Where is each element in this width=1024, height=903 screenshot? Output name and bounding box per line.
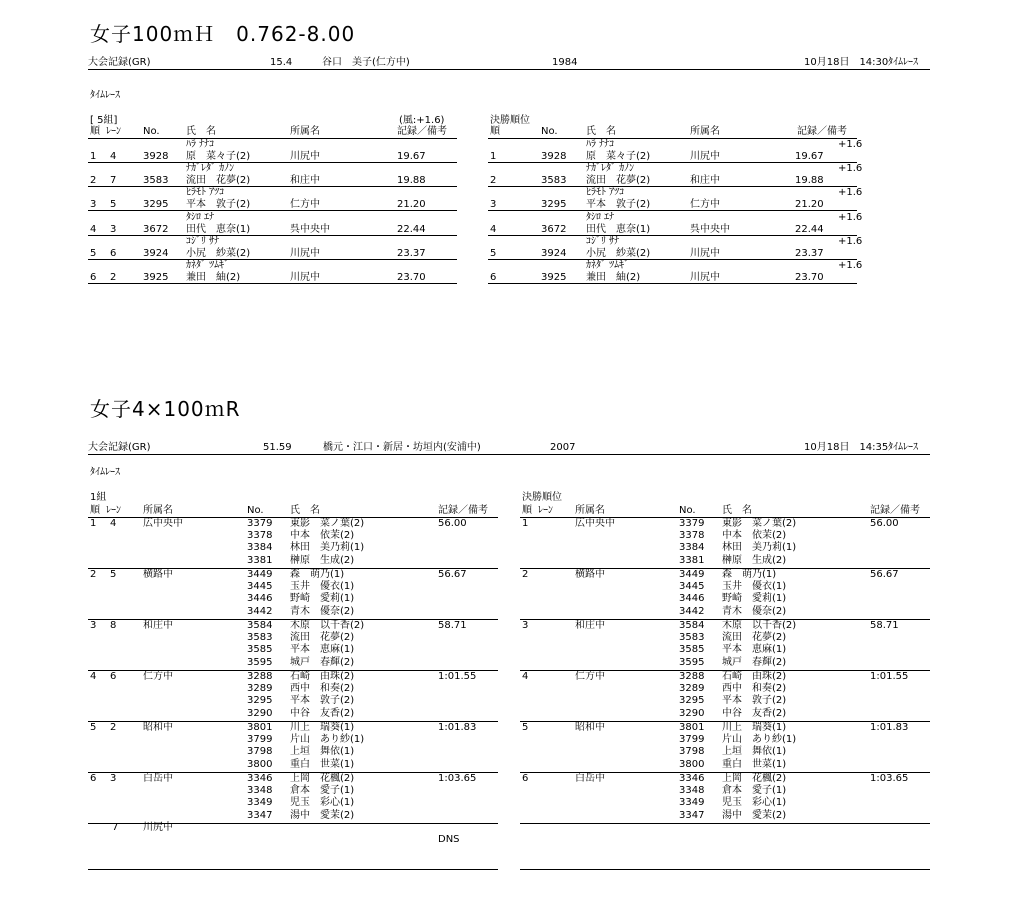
event1-record-datetime: 10月18日 14:30	[804, 57, 889, 68]
lane: 6	[110, 671, 117, 682]
bib-number: 3347	[679, 809, 705, 821]
bib-number: 3928	[541, 151, 567, 162]
rank: 1	[90, 518, 97, 529]
athlete-kana: ｺｼﾞﾘ ｻﾅ	[586, 235, 620, 247]
athlete-name: 玉井 優衣(1)	[722, 581, 787, 593]
athlete-name: 平本 敦子(2)	[586, 199, 651, 211]
event2-record-year: 2007	[550, 442, 576, 453]
bib-number: 3799	[679, 734, 705, 746]
athlete-kana: ﾋﾗﾓﾄ ｱﾂｺ	[586, 187, 625, 199]
result-time: 56.00	[870, 518, 899, 529]
athlete-name: 平本 敦子(2)	[290, 695, 355, 707]
col-rank: 順	[90, 126, 100, 137]
rank: 3	[90, 199, 97, 211]
rank: 1	[490, 151, 497, 162]
col-name: 氏 名	[722, 505, 752, 516]
result-time: 23.37	[795, 247, 824, 259]
event2-record-holder: 橋元・江口・新居・坊垣内(安浦中)	[323, 442, 481, 453]
athlete-name: 平本 恵麻(1)	[290, 644, 355, 656]
bib-number: 3584	[247, 620, 273, 631]
event1-record-time: 15.4	[270, 57, 293, 68]
team: 広中央中	[143, 518, 183, 529]
team: 白岳中	[575, 773, 605, 784]
bib-number: 3583	[247, 632, 273, 644]
lane: 4	[110, 151, 117, 162]
col-rank: 順	[522, 505, 532, 516]
bib-number: 3349	[247, 797, 273, 809]
col-name: 氏 名	[186, 126, 216, 137]
row-divider	[488, 259, 857, 260]
bib-number: 3928	[143, 151, 169, 162]
team: 仁方中	[575, 671, 605, 682]
lane: 2	[110, 272, 117, 283]
rank: 3	[522, 620, 529, 631]
divider	[520, 869, 930, 870]
rank: 6	[90, 773, 97, 784]
bib-number: 3445	[679, 581, 705, 593]
result-time: 1:01.55	[438, 671, 477, 682]
athlete-name: 榊原 生成(2)	[290, 554, 355, 566]
athlete-name: 原 菜々子(2)	[186, 151, 251, 162]
athlete-name: 森 萌乃(1)	[290, 569, 345, 580]
team: 横路中	[143, 569, 173, 580]
bib-number: 3798	[679, 746, 705, 758]
rank: 2	[90, 175, 97, 187]
rank: 1	[522, 518, 529, 529]
row-divider	[488, 186, 857, 187]
bib-number: 3295	[541, 199, 567, 211]
event1-title: 女子100ｍＨ 0.762-8.00	[90, 22, 356, 46]
team: 川尻中	[690, 151, 720, 162]
athlete-name: 児玉 彩心(1)	[290, 797, 355, 809]
divider	[88, 69, 930, 70]
athlete-name: 兼田 紬(2)	[186, 272, 241, 283]
result-time: 56.67	[870, 569, 899, 580]
bib-number: 3346	[247, 773, 273, 784]
athlete-kana: ﾊﾗ ﾅﾅｺ	[586, 139, 615, 150]
athlete-name: 倉本 愛子(1)	[290, 785, 355, 797]
wind: +1.6	[838, 235, 863, 247]
rank: 1	[90, 151, 97, 162]
rank: 5	[90, 722, 97, 733]
row-divider	[88, 283, 457, 284]
result-time: 22.44	[795, 223, 824, 235]
divider	[88, 454, 930, 455]
lane: 5	[110, 199, 117, 211]
bib-number: 3446	[679, 593, 705, 605]
col-result: 記録／備考	[870, 505, 920, 516]
bib-number: 3442	[679, 605, 705, 617]
bib-number: 3295	[247, 695, 273, 707]
athlete-name: 玉井 優衣(1)	[290, 581, 355, 593]
athlete-kana: ﾅｶﾞﾚﾀﾞ ｶﾉﾝ	[186, 163, 235, 175]
row-divider	[88, 259, 457, 260]
lane: 3	[110, 223, 117, 235]
rank: 5	[522, 722, 529, 733]
athlete-name: 小尻 紗菜(2)	[186, 247, 251, 259]
wind: +1.6	[838, 260, 863, 271]
team: 川尻中	[290, 247, 320, 259]
bib-number: 3585	[679, 644, 705, 656]
col-team: 所属名	[575, 505, 605, 516]
result-time: 56.67	[438, 569, 467, 580]
rank: 2	[490, 175, 497, 187]
col-rank: 順	[490, 126, 500, 137]
bib-number: 3348	[679, 785, 705, 797]
bib-number: 3446	[247, 593, 273, 605]
dns-mark: DNS	[438, 834, 460, 845]
athlete-name: 林田 美乃莉(1)	[290, 542, 365, 554]
event2-final-title: 決勝順位	[522, 492, 562, 503]
rank: 4	[90, 223, 97, 235]
bib-number: 3925	[143, 272, 169, 283]
team: 川尻中	[690, 247, 720, 259]
athlete-kana: ﾀｼﾛ ｴﾅ	[586, 211, 615, 223]
event1-record-round: ﾀｲﾑﾚｰｽ	[888, 57, 918, 68]
athlete-name: 川上 瑞葵(1)	[722, 722, 787, 733]
athlete-name: 原 菜々子(2)	[586, 151, 651, 162]
bib-number: 3379	[247, 518, 273, 529]
rank: 5	[90, 247, 97, 259]
team: 和庄中	[575, 620, 605, 631]
team: 昭和中	[143, 722, 173, 733]
bib-number: 3798	[247, 746, 273, 758]
bib-number: 3924	[541, 247, 567, 259]
result-time: 1:03.65	[438, 773, 477, 784]
bib-number: 3449	[679, 569, 705, 580]
col-team: 所属名	[690, 126, 720, 137]
team: 川尻中	[690, 272, 720, 283]
rank: 2	[90, 569, 97, 580]
athlete-name: 城戸 春輝(2)	[290, 656, 355, 668]
bib-number: 3378	[247, 530, 273, 542]
result-time: 19.67	[795, 151, 824, 162]
athlete-name: 片山 あり紗(1)	[722, 734, 797, 746]
event1-record-year: 1984	[552, 57, 578, 68]
rank: 2	[522, 569, 529, 580]
athlete-name: 田代 恵奈(1)	[586, 223, 651, 235]
athlete-name: 西中 和奏(2)	[290, 683, 355, 695]
row-divider	[520, 823, 930, 824]
athlete-name: 中本 依茉(2)	[290, 530, 355, 542]
athlete-kana: ﾅｶﾞﾚﾀﾞ ｶﾉﾝ	[586, 163, 635, 175]
athlete-name: 木原 以千香(2)	[290, 620, 365, 631]
athlete-kana: ﾀｼﾛ ｴﾅ	[186, 211, 215, 223]
col-rank: 順	[90, 505, 100, 516]
bib-number: 3584	[679, 620, 705, 631]
bib-number: 3583	[679, 632, 705, 644]
result-time: 1:03.65	[870, 773, 909, 784]
bib-number: 3290	[679, 707, 705, 719]
bib-number: 3288	[679, 671, 705, 682]
team: 呉中央中	[690, 223, 730, 235]
result-time: 21.20	[397, 199, 426, 211]
result-time: 19.88	[795, 175, 824, 187]
result-time: 21.20	[795, 199, 824, 211]
bib-number: 3585	[247, 644, 273, 656]
athlete-name: 兼田 紬(2)	[586, 272, 641, 283]
row-divider	[488, 235, 857, 236]
team: 仁方中	[143, 671, 173, 682]
bib-number: 3349	[679, 797, 705, 809]
athlete-name: 平本 恵麻(1)	[722, 644, 787, 656]
bib-number: 3583	[541, 175, 567, 187]
lane: 3	[110, 773, 117, 784]
athlete-kana: ｶﾈﾀﾞ ﾂﾑｷﾞ	[586, 260, 630, 271]
athlete-name: 石崎 由珠(2)	[290, 671, 355, 682]
athlete-name: 東影 菜ノ葉(2)	[722, 518, 797, 529]
rank: 4	[90, 671, 97, 682]
rank: 6	[90, 272, 97, 283]
athlete-kana: ｶﾈﾀﾞ ﾂﾑｷﾞ	[186, 260, 230, 271]
athlete-name: 重白 世菜(1)	[290, 758, 355, 770]
result-time: 23.70	[795, 272, 824, 283]
lane: 4	[110, 518, 117, 529]
athlete-name: 榊原 生成(2)	[722, 554, 787, 566]
rank: 3	[90, 620, 97, 631]
col-no: No.	[247, 505, 264, 516]
result-time: 1:01.83	[438, 722, 477, 733]
bib-number: 3379	[679, 518, 705, 529]
bib-number: 3289	[679, 683, 705, 695]
col-lane: ﾚｰﾝ	[538, 505, 553, 516]
athlete-name: 林田 美乃莉(1)	[722, 542, 797, 554]
col-no: No.	[679, 505, 696, 516]
bib-number: 3381	[247, 554, 273, 566]
bib-number: 3445	[247, 581, 273, 593]
bib-number: 3801	[679, 722, 705, 733]
bib-number: 3347	[247, 809, 273, 821]
athlete-name: 重白 世菜(1)	[722, 758, 787, 770]
bib-number: 3672	[541, 223, 567, 235]
bib-number: 3925	[541, 272, 567, 283]
lane: 7	[110, 175, 117, 187]
event2-record-time: 51.59	[263, 442, 292, 453]
divider	[488, 138, 857, 139]
bib-number: 3384	[247, 542, 273, 554]
col-lane: ﾚｰﾝ	[106, 505, 121, 516]
wind: +1.6	[838, 187, 863, 199]
col-result: 記録／備考	[438, 505, 488, 516]
event2-title: 女子4×100ｍR	[90, 397, 241, 421]
athlete-name: 湯中 愛茉(2)	[290, 809, 355, 821]
bib-number: 3800	[247, 758, 273, 770]
bib-number: 3583	[143, 175, 169, 187]
athlete-name: 児玉 彩心(1)	[722, 797, 787, 809]
col-no: No.	[143, 126, 160, 137]
result-time: 19.67	[397, 151, 426, 162]
event1-round-label: ﾀｲﾑﾚｰｽ	[90, 90, 120, 101]
event1-final-title: 決勝順位	[490, 115, 530, 126]
result-time: 58.71	[870, 620, 899, 631]
rank: 6	[490, 272, 497, 283]
dns-team: 川尻中	[143, 822, 173, 833]
event2-record-datetime: 10月18日 14:35	[804, 442, 889, 453]
team: 広中央中	[575, 518, 615, 529]
athlete-name: 野崎 愛莉(1)	[290, 593, 355, 605]
bib-number: 3672	[143, 223, 169, 235]
lane: 6	[110, 247, 117, 259]
athlete-name: 東影 菜ノ葉(2)	[290, 518, 365, 529]
bib-number: 3449	[247, 569, 273, 580]
athlete-name: 城戸 春輝(2)	[722, 656, 787, 668]
divider	[88, 138, 457, 139]
wind: +1.6	[838, 139, 863, 150]
lane: 2	[110, 722, 117, 733]
wind: +1.6	[838, 211, 863, 223]
lane: 5	[110, 569, 117, 580]
row-divider	[488, 210, 857, 211]
rank: 6	[522, 773, 529, 784]
event2-record-round: ﾀｲﾑﾚｰｽ	[888, 442, 918, 453]
lane: 8	[110, 620, 117, 631]
athlete-name: 田代 恵奈(1)	[186, 223, 251, 235]
event1-record-label: 大会記録(GR)	[88, 57, 151, 68]
athlete-name: 上岡 花楓(2)	[722, 773, 787, 784]
athlete-name: 中谷 友香(2)	[722, 707, 787, 719]
athlete-name: 川上 瑞葵(1)	[290, 722, 355, 733]
team: 川尻中	[290, 151, 320, 162]
col-result: 記録／備考	[397, 126, 447, 137]
athlete-name: 森 萌乃(1)	[722, 569, 777, 580]
col-lane: ﾚｰﾝ	[106, 126, 121, 137]
athlete-name: 倉本 愛子(1)	[722, 785, 787, 797]
rank: 3	[490, 199, 497, 211]
athlete-name: 上垣 舞依(1)	[722, 746, 787, 758]
event2-round-label: ﾀｲﾑﾚｰｽ	[90, 467, 120, 478]
bib-number: 3384	[679, 542, 705, 554]
row-divider	[88, 210, 457, 211]
athlete-name: 小尻 紗菜(2)	[586, 247, 651, 259]
result-time: 58.71	[438, 620, 467, 631]
team: 和庄中	[290, 175, 320, 187]
rank: 4	[522, 671, 529, 682]
bib-number: 3288	[247, 671, 273, 682]
bib-number: 3799	[247, 734, 273, 746]
col-team: 所属名	[143, 505, 173, 516]
result-time: 23.70	[397, 272, 426, 283]
row-divider	[88, 162, 457, 163]
bib-number: 3442	[247, 605, 273, 617]
athlete-name: 片山 あり紗(1)	[290, 734, 365, 746]
event1-record-holder: 谷口 美子(仁方中)	[322, 57, 410, 68]
team: 川尻中	[290, 272, 320, 283]
athlete-kana: ﾊﾗ ﾅﾅｺ	[186, 139, 215, 150]
bib-number: 3800	[679, 758, 705, 770]
row-divider	[88, 186, 457, 187]
team: 仁方中	[290, 199, 320, 211]
result-time: 22.44	[397, 223, 426, 235]
bib-number: 3348	[247, 785, 273, 797]
row-divider	[488, 162, 857, 163]
athlete-name: 湯中 愛茉(2)	[722, 809, 787, 821]
bib-number: 3295	[679, 695, 705, 707]
result-time: 19.88	[397, 175, 426, 187]
team: 横路中	[575, 569, 605, 580]
col-team: 所属名	[290, 126, 320, 137]
athlete-name: 平本 敦子(2)	[722, 695, 787, 707]
athlete-name: 流田 花夢(2)	[186, 175, 251, 187]
bib-number: 3346	[679, 773, 705, 784]
athlete-name: 中谷 友香(2)	[290, 707, 355, 719]
event1-heat-wind: (風:+1.6)	[399, 115, 445, 126]
team: 和庄中	[690, 175, 720, 187]
wind: +1.6	[838, 163, 863, 175]
result-time: 56.00	[438, 518, 467, 529]
bib-number: 3924	[143, 247, 169, 259]
event2-record-label: 大会記録(GR)	[88, 442, 151, 453]
dns-lane: 7	[112, 822, 119, 833]
result-time: 23.37	[397, 247, 426, 259]
athlete-name: 上垣 舞依(1)	[290, 746, 355, 758]
athlete-name: 青木 優奈(2)	[722, 605, 787, 617]
result-time: 1:01.83	[870, 722, 909, 733]
athlete-name: 平本 敦子(2)	[186, 199, 251, 211]
col-result: 記録／備考	[797, 126, 847, 137]
bib-number: 3378	[679, 530, 705, 542]
athlete-name: 野崎 愛莉(1)	[722, 593, 787, 605]
athlete-name: 石崎 由珠(2)	[722, 671, 787, 682]
athlete-name: 流田 花夢(2)	[722, 632, 787, 644]
bib-number: 3290	[247, 707, 273, 719]
athlete-name: 西中 和奏(2)	[722, 683, 787, 695]
row-divider	[488, 283, 857, 284]
bib-number: 3381	[679, 554, 705, 566]
team: 昭和中	[575, 722, 605, 733]
row-divider	[88, 235, 457, 236]
rank: 5	[490, 247, 497, 259]
team: 仁方中	[690, 199, 720, 211]
bib-number: 3295	[143, 199, 169, 211]
divider	[88, 869, 498, 870]
rank: 4	[490, 223, 497, 235]
athlete-kana: ｺｼﾞﾘ ｻﾅ	[186, 235, 220, 247]
col-no: No.	[541, 126, 558, 137]
team: 和庄中	[143, 620, 173, 631]
col-name: 氏 名	[290, 505, 320, 516]
team: 白岳中	[143, 773, 173, 784]
athlete-name: 流田 花夢(2)	[290, 632, 355, 644]
col-name: 氏 名	[586, 126, 616, 137]
bib-number: 3595	[247, 656, 273, 668]
athlete-kana: ﾋﾗﾓﾄ ｱﾂｺ	[186, 187, 225, 199]
bib-number: 3595	[679, 656, 705, 668]
athlete-name: 青木 優奈(2)	[290, 605, 355, 617]
event1-heat-group: [ 5組]	[90, 115, 118, 126]
bib-number: 3801	[247, 722, 273, 733]
result-time: 1:01.55	[870, 671, 909, 682]
athlete-name: 木原 以千香(2)	[722, 620, 797, 631]
athlete-name: 上岡 花楓(2)	[290, 773, 355, 784]
athlete-name: 中本 依茉(2)	[722, 530, 787, 542]
team: 呉中央中	[290, 223, 330, 235]
athlete-name: 流田 花夢(2)	[586, 175, 651, 187]
event2-heat-group: 1組	[90, 492, 107, 503]
bib-number: 3289	[247, 683, 273, 695]
